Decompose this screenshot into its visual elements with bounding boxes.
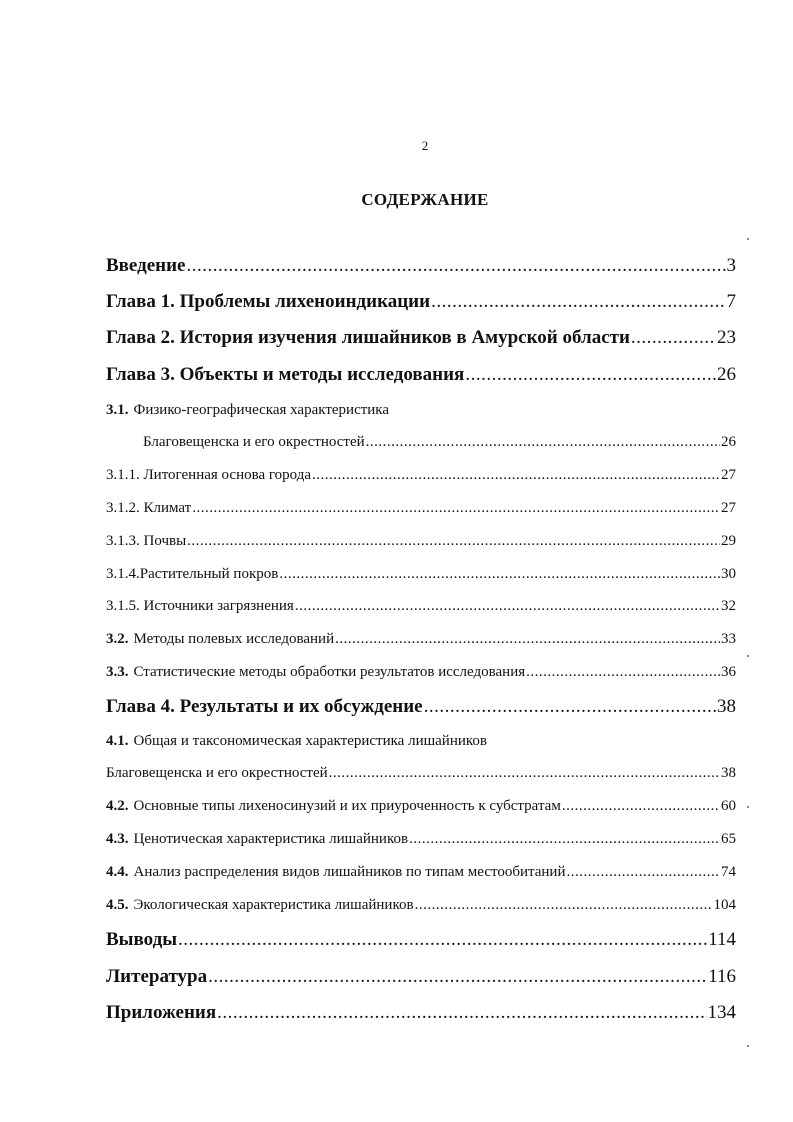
dot-leader xyxy=(329,765,720,782)
toc-entry-page: 27 xyxy=(721,500,736,516)
dot-leader xyxy=(562,798,720,815)
toc-entry-section-3-2[interactable] xyxy=(106,631,736,648)
dot-leader xyxy=(187,533,720,550)
toc-entry-section-4-2[interactable] xyxy=(106,798,736,815)
toc-entry-page: 23 xyxy=(717,327,736,348)
toc-entry-intro[interactable] xyxy=(106,255,736,277)
toc-entry-number: 3.3. xyxy=(106,664,129,680)
toc-entry-text: Глава 3. Объекты и методы исследования xyxy=(106,364,465,385)
toc-entry-conclusions[interactable] xyxy=(106,929,736,951)
scan-speck xyxy=(747,655,749,657)
toc-entry-chapter-3[interactable] xyxy=(106,364,736,386)
toc-entry-chapter-4[interactable] xyxy=(106,696,736,718)
toc-entry-page: 33 xyxy=(721,631,736,647)
toc-entry-text: 3.1.4.Растительный покров xyxy=(106,566,279,582)
dot-leader xyxy=(415,897,713,914)
dot-leader xyxy=(208,966,707,988)
toc-entry-page: 134 xyxy=(707,1002,736,1023)
toc-entry-text: 3.1.2. Климат xyxy=(106,500,192,516)
dot-leader xyxy=(526,664,720,681)
toc-entry-section-3-1-4[interactable] xyxy=(106,566,736,583)
toc-entry-text: Глава 4. Результаты и их обсуждение xyxy=(106,696,423,717)
toc-entry-text: Основные типы лихеносинузий и их приуроченность к субстратам xyxy=(133,798,561,814)
toc-entry-text: Экологическая характеристика лишайников xyxy=(133,897,414,913)
toc-entry-text: Приложения xyxy=(106,1002,217,1023)
toc-entry-text: Статистические методы обработки результатов исследования xyxy=(133,664,526,680)
dot-leader xyxy=(631,327,716,349)
toc-entry-text: Благовещенска и его окрестностей xyxy=(143,434,365,450)
dot-leader xyxy=(192,500,720,517)
dot-leader xyxy=(217,1002,706,1024)
toc-entry-page: 65 xyxy=(721,831,736,847)
toc-entry-number: 4.1. xyxy=(106,733,129,749)
toc-entry-appendices[interactable] xyxy=(106,1002,736,1024)
dot-leader xyxy=(295,598,720,615)
toc-entry-text: Анализ распределения видов лишайников по типам местообитаний xyxy=(133,864,566,880)
toc-entry-page: 36 xyxy=(721,664,736,680)
dot-leader xyxy=(409,831,720,848)
toc-title: СОДЕРЖАНИЕ xyxy=(361,190,489,209)
toc-entry-section-4-1-cont[interactable] xyxy=(106,765,736,782)
toc-entry-section-4-3[interactable] xyxy=(106,831,736,848)
toc-entry-page: 104 xyxy=(713,897,736,913)
toc-entry-section-3-3[interactable] xyxy=(106,664,736,681)
toc-entry-number: 4.5. xyxy=(106,897,129,913)
toc-entry-page: 3 xyxy=(726,255,736,276)
scan-speck xyxy=(747,238,749,240)
toc-entry-page: 26 xyxy=(717,364,736,385)
toc-entry-number: 4.3. xyxy=(106,831,129,847)
toc-entry-section-4-1[interactable] xyxy=(106,733,736,750)
toc-entry-text: 3.1.5. Источники загрязнения xyxy=(106,598,294,614)
toc-entry-section-3-1-5[interactable] xyxy=(106,598,736,615)
toc-entry-page: 38 xyxy=(721,765,736,781)
toc-entry-text: 3.1.1. Литогенная основа города xyxy=(106,467,312,483)
toc-entry-number: 3.2. xyxy=(106,631,129,647)
toc-entry-text: 3.1.3. Почвы xyxy=(106,533,187,549)
dot-leader xyxy=(566,864,720,881)
toc-entry-page: 30 xyxy=(721,566,736,582)
toc-entry-section-3-1-cont[interactable] xyxy=(143,434,736,451)
dot-leader xyxy=(178,929,707,951)
toc-entry-page: 114 xyxy=(708,929,736,950)
dot-leader xyxy=(312,467,720,484)
scan-speck xyxy=(747,806,749,808)
page-number: 2 xyxy=(421,138,429,153)
toc-entry-section-3-1-3[interactable] xyxy=(106,533,736,550)
toc-entry-page: 26 xyxy=(721,434,736,450)
toc-entry-page: 116 xyxy=(708,966,736,987)
toc-entry-text: Общая и таксономическая характеристика лишайников xyxy=(133,733,487,749)
toc-entry-text: Благовещенска и его окрестностей xyxy=(106,765,328,781)
toc-entry-text: Введение xyxy=(106,255,186,276)
dot-leader xyxy=(431,291,725,313)
dot-leader xyxy=(279,566,720,583)
toc-entry-number: 4.4. xyxy=(106,864,129,880)
toc-entry-page: 74 xyxy=(721,864,736,880)
toc-entry-section-4-5[interactable] xyxy=(106,897,736,914)
scan-speck xyxy=(747,1045,749,1047)
toc-entry-page: 29 xyxy=(721,533,736,549)
toc-entry-section-3-1-1[interactable] xyxy=(106,467,736,484)
toc-entry-page: 27 xyxy=(721,467,736,483)
toc-entry-page: 38 xyxy=(717,696,736,717)
dot-leader xyxy=(424,696,716,718)
toc-entry-number: 4.2. xyxy=(106,798,129,814)
toc-entry-text: Глава 1. Проблемы лихеноиндикации xyxy=(106,291,431,312)
toc-entry-text: Глава 2. История изучения лишайников в Амурской области xyxy=(106,327,630,348)
toc-entry-chapter-1[interactable] xyxy=(106,291,736,313)
toc-entry-text: Ценотическая характеристика лишайников xyxy=(133,831,409,847)
toc-entry-text: Литература xyxy=(106,966,208,987)
toc-entry-section-3-1[interactable] xyxy=(106,402,736,419)
toc-entry-text: Физико-географическая характеристика xyxy=(133,402,390,418)
dot-leader xyxy=(366,434,720,451)
dot-leader xyxy=(335,631,720,648)
dot-leader xyxy=(465,364,716,386)
toc-entry-page: 32 xyxy=(721,598,736,614)
toc-entry-section-4-4[interactable] xyxy=(106,864,736,881)
toc-entry-literature[interactable] xyxy=(106,966,736,988)
toc-entry-section-3-1-2[interactable] xyxy=(106,500,736,517)
toc-entry-text: Методы полевых исследований xyxy=(133,631,335,647)
toc-entry-number: 3.1. xyxy=(106,402,129,418)
dot-leader xyxy=(187,255,726,277)
toc-entry-text: Выводы xyxy=(106,929,178,950)
toc-entry-page: 7 xyxy=(726,291,736,312)
toc-entry-chapter-2[interactable] xyxy=(106,327,736,349)
toc-entry-page: 60 xyxy=(721,798,736,814)
